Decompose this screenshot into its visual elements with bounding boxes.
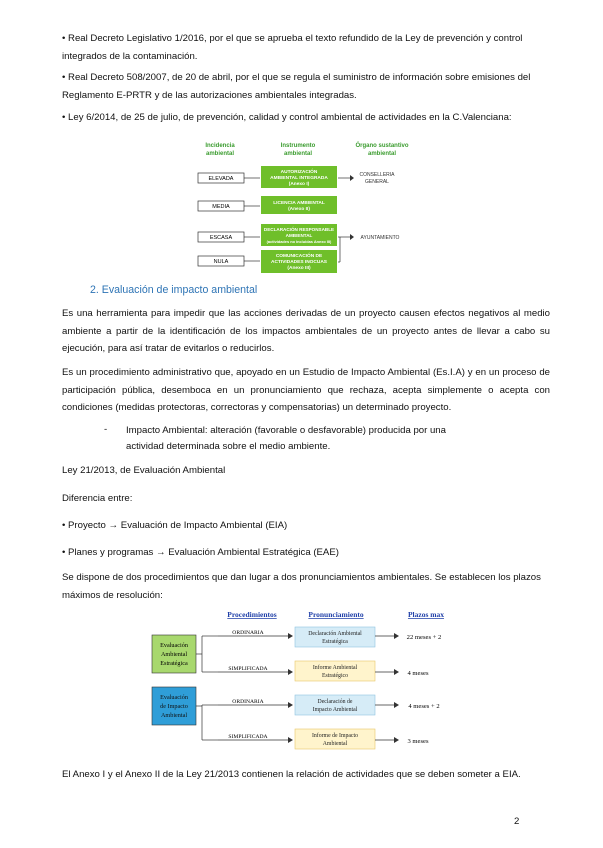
difference-plans: • Planes y programas → Evaluación Ambiental Estratégica (EAE) — [62, 547, 339, 558]
eae-line-1: Evaluación — [160, 642, 188, 649]
level-elevada: ELEVADA — [208, 176, 234, 182]
proc-eae-ordinaria: ORDINARIA — [232, 630, 264, 636]
pron-dae-1: Declaración Ambiental — [308, 631, 362, 637]
difference-project: • Proyecto → Evaluación de Impacto Ambiental (EIA) — [62, 520, 288, 531]
col-instrument-1: Instrumento — [280, 143, 316, 149]
organ-ayuntamiento: AYUNTAMIENTO — [360, 235, 400, 241]
impact-definition: Impacto Ambiental: alteración (favorable o desfavorable) producida por una actividad determinada sobre el medio ambiente. — [126, 425, 446, 452]
eae-line-3: Estratégica — [160, 660, 188, 667]
plazo-iia: 3 meses — [407, 738, 429, 745]
pron-iae-1: Informe Ambiental — [312, 665, 358, 671]
proc-eia-simplificada: SIMPLIFICADA — [228, 734, 268, 740]
instr-aai-1: AUTORIZACIÓN — [280, 170, 318, 175]
organ-conselleria: CONSELLERIA — [359, 172, 395, 178]
instr-aai-3: (Anexo I) — [288, 182, 310, 187]
bullet-rd-1-2016: • Real Decreto Legislativo 1/2016, por el que se aprueba el texto refundido de la Ley de prevención y control integrados de la contaminación. — [62, 33, 523, 62]
col-organ-1: Órgano sustantivo — [355, 143, 409, 149]
bullet-ley-6-2014: • Ley 6/2014, de 25 de julio, de prevención, calidad y control ambiental de actividades en la C.Valenciana: — [62, 112, 512, 123]
level-escasa: ESCASA — [209, 235, 233, 241]
eia-line-3: Ambiental — [160, 712, 188, 719]
pron-iae-2: Estratégico — [321, 673, 349, 679]
paragraph-procedure: Es un procedimiento administrativo que, apoyado en un Estudio de Impacto Ambiental (Es.I.A) y en un proceso de participación pública, desemboca en un pronunciamiento que rechaza, acepta simplemente o acepta con condiciones (medidas protectoras, correctoras y compensatorias) un determinado proyecto. — [62, 367, 550, 413]
paragraph-definition: Es una herramienta para impedir que las acciones derivadas de un proyecto causen efectos negativos al medio ambiente a partir de la identificación de los impactos ambientales de un proyecto antes de llevar a cabo su ejecución, para así tratar de evitarlos o reducirlos. — [62, 308, 550, 354]
instr-cai-1: COMUNICACIÓN DE — [275, 254, 323, 259]
instr-dra-1: DECLARACIÓN RESPONSABLE — [263, 227, 335, 232]
pron-iia-1: Informe de Impacto — [311, 733, 359, 739]
instr-la-2: (Anexo II) — [288, 207, 310, 212]
eia-line-1: Evaluación — [160, 694, 188, 701]
instr-la-1: LICENCIA AMBIENTAL — [273, 201, 325, 206]
instr-cai-3: (Anexo III) — [287, 266, 311, 271]
header-deadlines: Plazos max — [407, 610, 445, 619]
col-organ-2: ambiental — [367, 151, 397, 157]
pron-iia-2: Ambiental — [322, 741, 348, 747]
pron-dia-2: Impacto Ambiental — [312, 707, 358, 713]
difference-label: Diferencia entre: — [62, 493, 133, 504]
proc-eia-ordinaria: ORDINARIA — [232, 699, 264, 705]
eia-line-2: de Impacto — [160, 703, 188, 710]
plazo-dae: 22 meses + 2 — [406, 634, 442, 641]
instr-dra-3: (actividades no incluidas Anexo III) — [266, 239, 332, 244]
law-title: Ley 21/2013, de Evaluación Ambiental — [62, 465, 226, 476]
proc-eae-simplificada: SIMPLIFICADA — [228, 666, 268, 672]
col-instrument-2: ambiental — [283, 151, 313, 157]
instr-cai-2: ACTIVIDADES INOCUAS — [271, 260, 327, 265]
col-incidence-2: ambiental — [205, 151, 235, 157]
procedures-diagram — [118, 607, 468, 753]
header-procedures: Procedimientos — [227, 610, 277, 619]
col-incidence-1: Incidencia — [205, 143, 235, 149]
pron-dae-2: Estratégica — [322, 639, 348, 645]
level-nula: NULA — [213, 259, 229, 265]
paragraph-deadlines: Se dispone de dos procedimientos que dan lugar a dos pronunciamientos ambientales. Se establecen los plazos máximos de resolución: — [62, 572, 541, 601]
section-heading: 2. Evaluación de impacto ambiental — [90, 284, 258, 296]
incidence-diagram — [190, 138, 430, 276]
page-number: 2 — [514, 816, 520, 827]
dash-marker: - — [104, 424, 108, 435]
plazo-dia: 4 meses + 2 — [408, 703, 440, 710]
pron-dia-1: Declaración de — [317, 699, 353, 705]
instr-dra-2: AMBIENTAL — [285, 233, 313, 238]
level-media: MEDIA — [212, 204, 230, 210]
paragraph-annexes: El Anexo I y el Anexo II de la Ley 21/2013 contienen la relación de actividades que se deben someter a EIA. — [62, 769, 521, 780]
organ-general: GENERAL — [365, 179, 389, 185]
bullet-rd-508-2007: • Real Decreto 508/2007, de 20 de abril, por el que se regula el suministro de información sobre emisiones del Reglamento E-PRTR y de las autorizaciones ambientales integradas. — [62, 72, 531, 101]
plazo-iae: 4 meses — [407, 670, 429, 677]
instr-aai-2: AMBIENTAL INTEGRADA — [270, 176, 328, 181]
header-pronouncement: Pronunciamiento — [308, 610, 364, 619]
eae-line-2: Ambiental — [160, 651, 188, 658]
